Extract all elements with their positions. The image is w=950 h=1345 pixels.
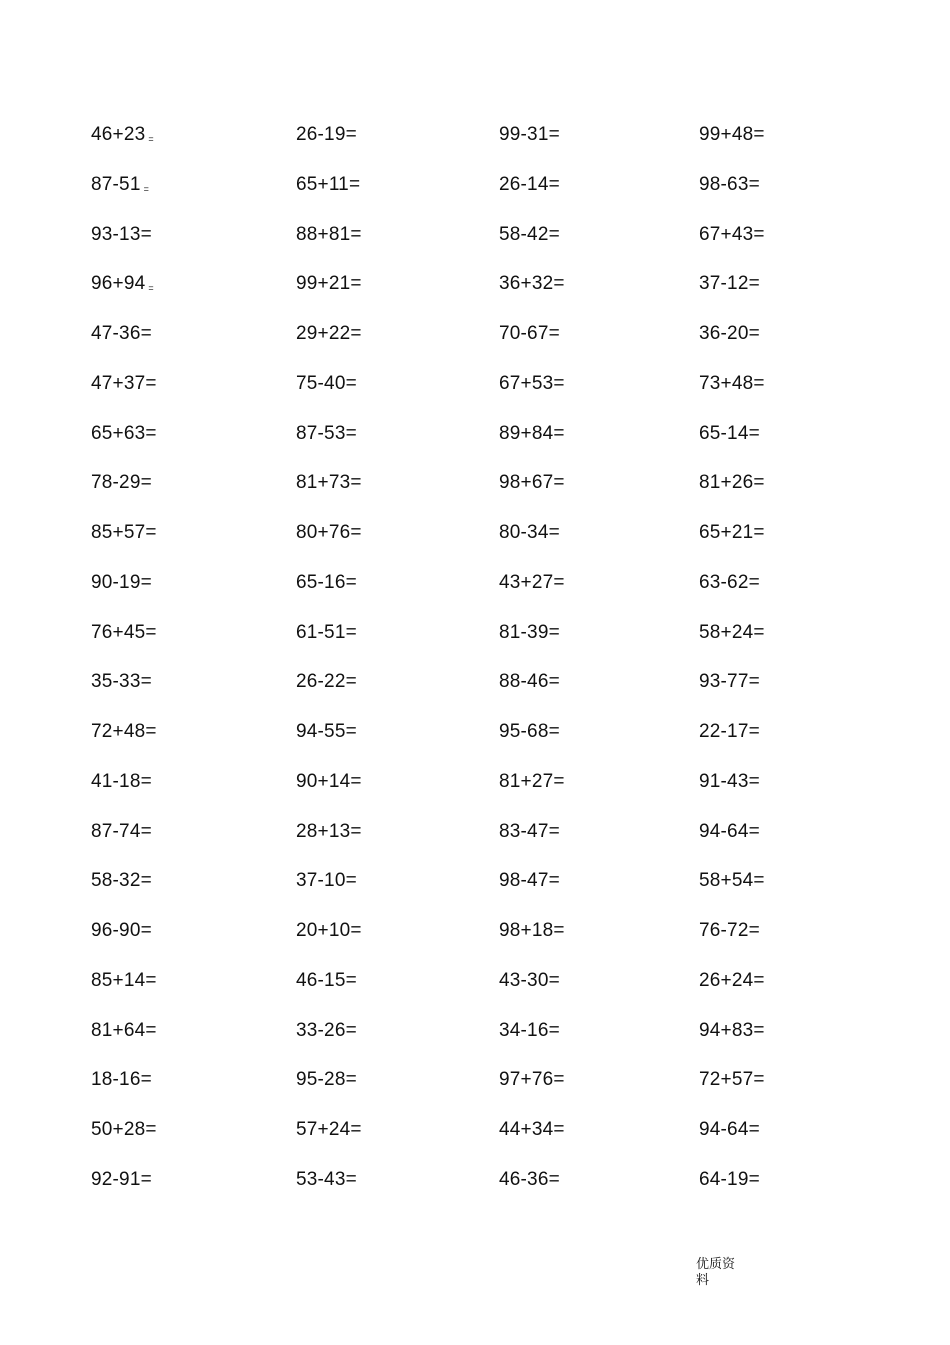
problem-text: 61-51= — [296, 621, 357, 643]
problem-text: 99-31= — [499, 124, 560, 145]
problem-text: 46+23 — [91, 124, 146, 145]
problem-row — [0, 369, 950, 399]
problem-text: 98-63= — [699, 173, 760, 195]
problem-text: 37-10= — [296, 870, 357, 892]
problem-cell — [296, 568, 357, 598]
problem-cell — [91, 667, 152, 697]
problem-text: 87-53= — [296, 422, 357, 444]
problem-text: 46-36= — [499, 1168, 560, 1190]
problem-cell — [91, 220, 152, 250]
problem-cell — [699, 866, 765, 896]
problem-text: 65-14= — [699, 422, 760, 444]
problem-text: 83-47= — [499, 820, 560, 842]
problem-cell — [699, 767, 760, 797]
problem-cell — [699, 618, 765, 648]
problem-cell — [296, 618, 357, 648]
problem-cell — [699, 369, 765, 399]
problem-text: 81+73= — [296, 472, 362, 494]
problem-cell — [296, 1016, 357, 1046]
problem-text: 65+63= — [91, 422, 157, 444]
problem-cell — [699, 916, 760, 946]
problem-text: 26-14= — [499, 173, 560, 195]
problem-cell — [91, 269, 154, 303]
problem-cell — [499, 170, 560, 200]
problem-text: 94-55= — [296, 721, 357, 742]
problem-cell — [699, 1165, 760, 1195]
problem-text: 33-26= — [296, 1019, 357, 1041]
problem-text: 72+57= — [699, 1069, 765, 1091]
problem-cell — [296, 767, 362, 797]
problem-cell — [699, 568, 760, 598]
problem-text: 98+18= — [499, 920, 565, 941]
problem-text: 94-64= — [699, 1119, 760, 1140]
problem-cell — [699, 170, 760, 200]
problem-cell — [296, 817, 362, 847]
problem-text: 46-15= — [296, 969, 357, 991]
problem-cell — [91, 717, 157, 747]
problem-cell — [499, 717, 560, 747]
problem-cell — [296, 717, 357, 747]
problem-cell — [91, 1016, 157, 1046]
problem-text: 58+24= — [699, 621, 765, 643]
problem-cell — [699, 468, 765, 498]
problem-row — [0, 518, 950, 548]
problem-text: 53-43= — [296, 1168, 357, 1190]
problem-text: 89+84= — [499, 422, 565, 444]
problem-cell — [91, 767, 152, 797]
problem-text: 43-30= — [499, 969, 560, 991]
problem-text: 91-43= — [699, 770, 760, 792]
problem-row — [0, 220, 950, 250]
problem-text: 96-90= — [91, 920, 152, 941]
problem-text: 88-46= — [499, 671, 560, 693]
problem-cell — [699, 817, 760, 847]
problem-text: 73+48= — [699, 372, 765, 394]
problem-cell — [699, 220, 765, 250]
problem-row — [0, 866, 950, 896]
problem-row — [0, 966, 950, 996]
problem-cell — [91, 866, 152, 896]
problem-text: 76-72= — [699, 920, 760, 941]
problem-text: 95-28= — [296, 1069, 357, 1091]
problem-cell — [699, 269, 760, 299]
problem-text: 81+64= — [91, 1019, 157, 1041]
problem-cell — [296, 518, 362, 548]
problem-text: 37-12= — [699, 273, 760, 295]
problem-text: 26-22= — [296, 671, 357, 693]
problem-text: 96+94 — [91, 273, 146, 295]
problem-cell — [91, 1115, 157, 1145]
small-equals-sign: = — [143, 183, 150, 194]
problem-text: 90+14= — [296, 770, 362, 792]
problem-text: 58+54= — [699, 870, 765, 892]
problem-text: 57+24= — [296, 1119, 362, 1140]
problem-cell — [91, 618, 157, 648]
problem-row — [0, 1115, 950, 1145]
problem-text: 80+76= — [296, 522, 362, 543]
problem-row — [0, 767, 950, 797]
problem-cell — [499, 220, 560, 250]
problem-cell — [499, 817, 560, 847]
problem-text: 87-51 — [91, 173, 141, 195]
problem-row — [0, 319, 950, 349]
problem-text: 18-16= — [91, 1069, 152, 1091]
problem-text: 43+27= — [499, 571, 565, 593]
problem-cell — [296, 319, 362, 349]
problem-text: 22-17= — [699, 721, 760, 742]
problem-cell — [296, 468, 362, 498]
problem-cell — [296, 916, 362, 946]
problem-cell — [296, 667, 357, 697]
problem-text: 85+57= — [91, 522, 157, 543]
problem-text: 34-16= — [499, 1019, 560, 1041]
problem-text: 44+34= — [499, 1119, 565, 1140]
problem-text: 29+22= — [296, 323, 362, 344]
problem-text: 97+76= — [499, 1069, 565, 1091]
problem-cell — [91, 966, 157, 996]
problem-row — [0, 568, 950, 598]
problem-text: 58-42= — [499, 223, 560, 245]
problem-text: 26+24= — [699, 969, 765, 991]
problem-row — [0, 419, 950, 449]
problem-row — [0, 817, 950, 847]
problem-cell — [499, 1165, 560, 1195]
problem-cell — [296, 1165, 357, 1195]
problem-text: 65-16= — [296, 571, 357, 593]
problem-cell — [296, 120, 357, 150]
problem-row — [0, 717, 950, 747]
problem-text: 36-20= — [699, 323, 760, 344]
problem-row — [0, 170, 950, 200]
problem-cell — [699, 1065, 765, 1095]
problem-cell — [91, 568, 152, 598]
problem-text: 65+11= — [296, 173, 361, 195]
problem-cell — [499, 767, 565, 797]
problem-cell — [91, 1065, 152, 1095]
problem-cell — [296, 269, 362, 299]
problem-text: 95-68= — [499, 721, 560, 742]
problem-cell — [699, 1016, 765, 1046]
problem-row — [0, 1065, 950, 1095]
problem-cell — [499, 1065, 565, 1095]
problem-cell — [499, 667, 560, 697]
problem-text: 41-18= — [91, 770, 152, 792]
problem-cell — [499, 618, 560, 648]
problem-cell — [91, 419, 157, 449]
problem-cell — [699, 717, 760, 747]
problem-text: 63-62= — [699, 571, 760, 593]
problem-cell — [699, 319, 760, 349]
problem-cell — [91, 817, 152, 847]
problem-cell — [296, 419, 357, 449]
problem-text: 99+21= — [296, 273, 362, 295]
problem-text: 81+26= — [699, 472, 765, 494]
problem-text: 93-77= — [699, 671, 760, 693]
problem-text: 36+32= — [499, 273, 565, 295]
problem-text: 98-47= — [499, 870, 560, 892]
problem-cell — [296, 966, 357, 996]
problem-text: 72+48= — [91, 721, 157, 742]
problem-text: 94-64= — [699, 820, 760, 842]
problem-text: 85+14= — [91, 969, 157, 991]
problem-text: 20+10= — [296, 920, 362, 941]
problem-cell — [91, 319, 152, 349]
problem-text: 70-67= — [499, 323, 560, 344]
problem-text: 87-74= — [91, 820, 152, 842]
problem-text: 67+43= — [699, 223, 765, 245]
problem-text: 58-32= — [91, 870, 152, 892]
problem-cell — [499, 916, 565, 946]
problem-cell — [499, 568, 565, 598]
problem-cell — [499, 866, 560, 896]
problem-text: 88+81= — [296, 223, 362, 245]
problem-text: 47-36= — [91, 323, 152, 344]
problem-text: 78-29= — [91, 472, 152, 494]
problem-row — [0, 1016, 950, 1046]
problem-cell — [699, 120, 765, 150]
problem-cell — [296, 1065, 357, 1095]
problem-row — [0, 618, 950, 648]
problem-row — [0, 667, 950, 697]
problem-cell — [499, 518, 560, 548]
problem-cell — [91, 120, 154, 154]
problem-cell — [499, 419, 565, 449]
problem-text: 67+53= — [499, 372, 565, 394]
problem-text: 94+83= — [699, 1019, 765, 1041]
problem-cell — [499, 468, 565, 498]
problem-cell — [91, 916, 152, 946]
problem-cell — [91, 468, 152, 498]
problem-text: 76+45= — [91, 621, 157, 643]
problem-cell — [296, 369, 357, 399]
problem-cell — [699, 1115, 760, 1145]
problem-text: 81-39= — [499, 621, 560, 643]
problem-text: 90-19= — [91, 571, 152, 593]
problem-cell — [296, 866, 357, 896]
problem-cell — [296, 170, 360, 200]
problem-text: 80-34= — [499, 522, 560, 543]
problem-row — [0, 916, 950, 946]
problem-row — [0, 468, 950, 498]
problem-text: 81+27= — [499, 770, 565, 792]
problem-cell — [699, 419, 760, 449]
problem-text: 28+13= — [296, 820, 362, 842]
problem-text: 92-91= — [91, 1168, 152, 1190]
problem-cell — [499, 1115, 565, 1145]
problem-cell — [499, 269, 565, 299]
problem-text: 65+21= — [699, 522, 765, 543]
problem-cell — [91, 1165, 152, 1195]
problem-text: 26-19= — [296, 124, 357, 145]
small-equals-sign: = — [148, 283, 154, 294]
problem-text: 47+37= — [91, 372, 157, 394]
problem-cell — [699, 518, 765, 548]
small-equals-sign: = — [148, 134, 154, 144]
problem-text: 75-40= — [296, 372, 357, 394]
problem-cell — [699, 667, 760, 697]
problem-text: 64-19= — [699, 1168, 760, 1190]
problem-cell — [499, 120, 560, 150]
problem-row — [0, 269, 950, 299]
problem-row — [0, 120, 950, 150]
problem-cell — [699, 966, 765, 996]
footer-note: 优质资料 — [696, 1257, 736, 1288]
problem-cell — [499, 1016, 560, 1046]
problem-text: 98+67= — [499, 472, 565, 494]
problem-cell — [499, 966, 560, 996]
problem-text: 35-33= — [91, 671, 152, 693]
problem-text: 93-13= — [91, 223, 152, 245]
problem-cell — [296, 1115, 362, 1145]
problem-cell — [91, 369, 157, 399]
problem-cell — [499, 319, 560, 349]
problem-cell — [91, 170, 149, 204]
problem-text: 99+48= — [699, 124, 765, 145]
problem-cell — [499, 369, 565, 399]
problem-cell — [296, 220, 362, 250]
problem-text: 50+28= — [91, 1119, 157, 1140]
problem-cell — [91, 518, 157, 548]
problem-row — [0, 1165, 950, 1195]
